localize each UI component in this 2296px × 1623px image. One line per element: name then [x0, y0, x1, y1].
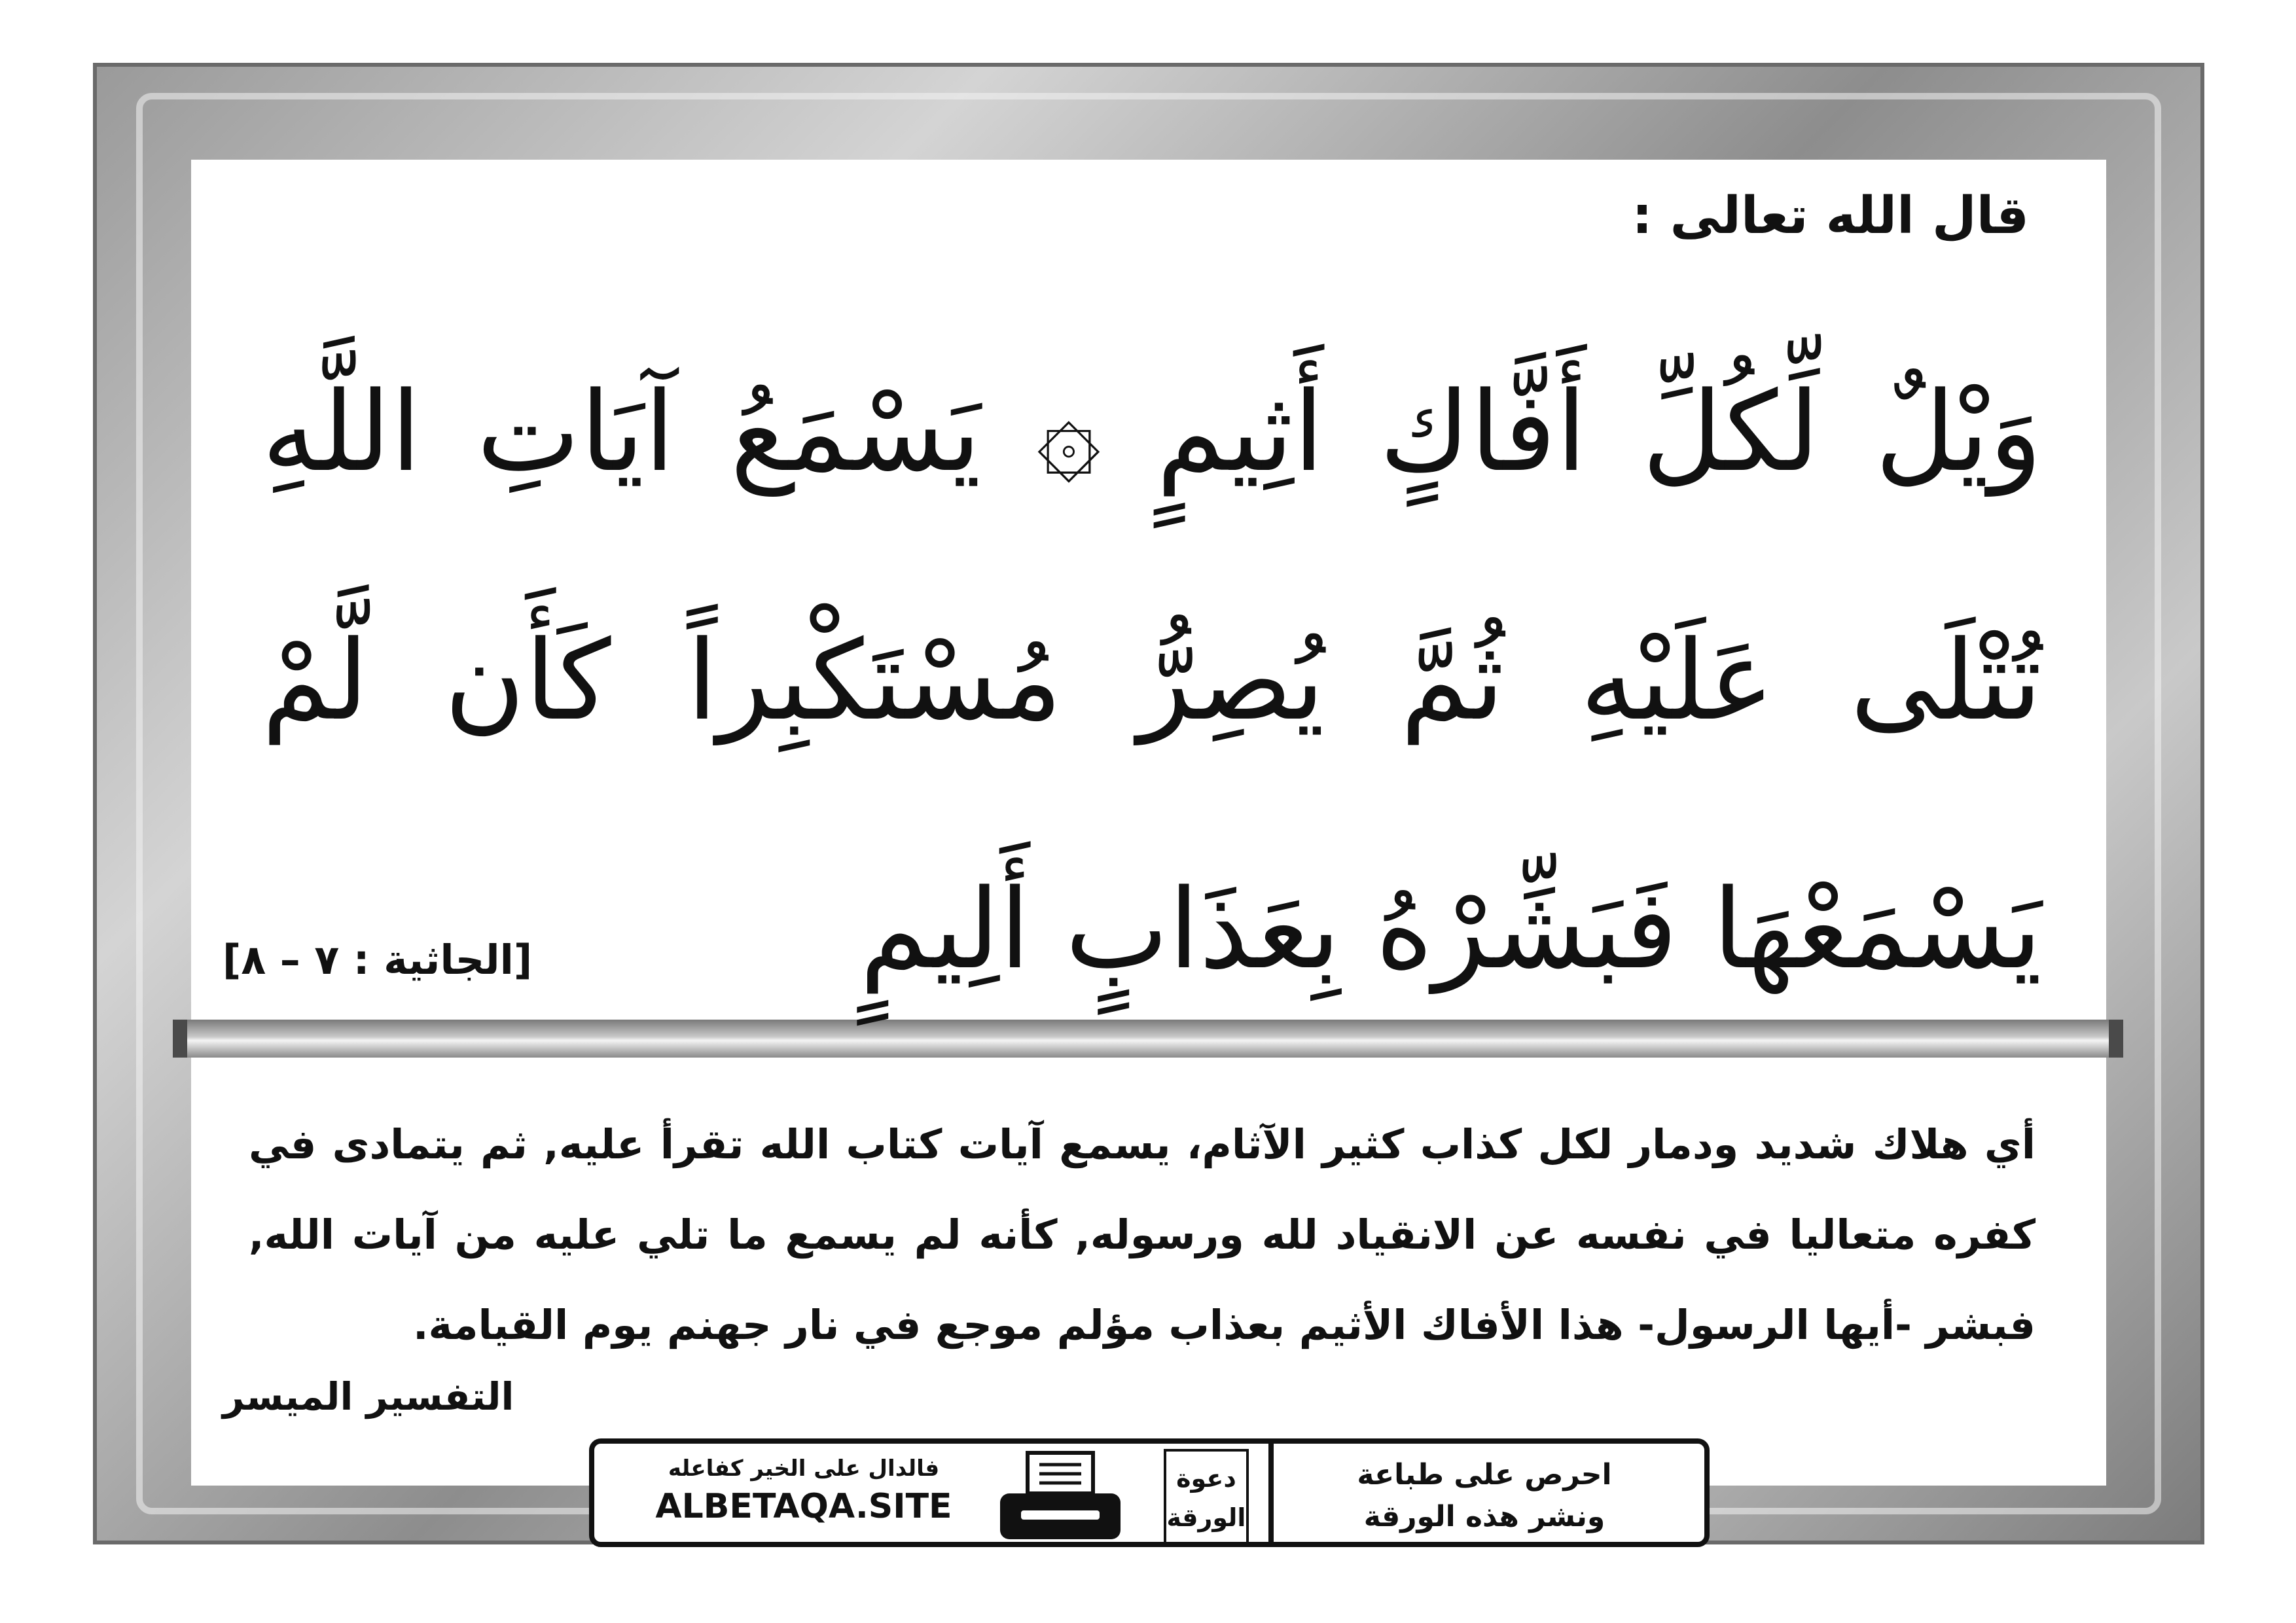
footer-separator: [1268, 1444, 1274, 1542]
quran-verse: وَيْلٌ لِّكُلِّ أَفَّاكٍ أَثِيمٍ ۞ يَسْمَعُ آيَاتِ اللَّهِ تُتْلَى عَلَيْهِ ثُمَّ يُصِرُّ مُسْتَكْبِراً كَأَن لَّمْ يَسْمَعْهَا فَبَشِّرْهُ بِعَذَابٍ أَلِيمٍ: [262, 368, 2042, 993]
tafsir-text: أي هلاك شديد ودمار لكل كذاب كثير الآثام، يسمع آيات كتاب الله تقرأ عليه, ثم يتمادى في كفره متعاليا في نفسه عن الانقياد لله ورسوله, كأنه لم يسمع ما تلي عليه من آيات الله, فبشر -أيها الرسول- هذا الأفاك الأثيم بعذاب مؤلم موجع في نار جهنم يوم القيامة.: [249, 1120, 2036, 1349]
footer-cta-line-1: احرص على طباعة: [1357, 1458, 1612, 1491]
footer-slogan: فالدال على الخير كفاعله: [668, 1455, 940, 1482]
logo-line-2: الورقة: [1166, 1503, 1246, 1532]
printer-icon: [995, 1450, 1126, 1542]
footer-cta: [1301, 1454, 1668, 1538]
logo-line-1: دعوة: [1176, 1464, 1236, 1493]
footer-box: [589, 1438, 1710, 1547]
verse-intro: قال الله تعالى :: [1632, 187, 2029, 245]
footer-site-link[interactable]: ALBETAQA.SITE: [655, 1487, 952, 1526]
footer-site-block: [620, 1455, 987, 1526]
dawah-logo: [1164, 1449, 1249, 1547]
verse-reference: [الجاثية : ٧ – ٨]: [223, 936, 533, 984]
footer-cta-line-2: ونشر هذه الورقة: [1363, 1500, 1605, 1533]
tafsir-source: التفسير الميسر: [223, 1374, 514, 1419]
